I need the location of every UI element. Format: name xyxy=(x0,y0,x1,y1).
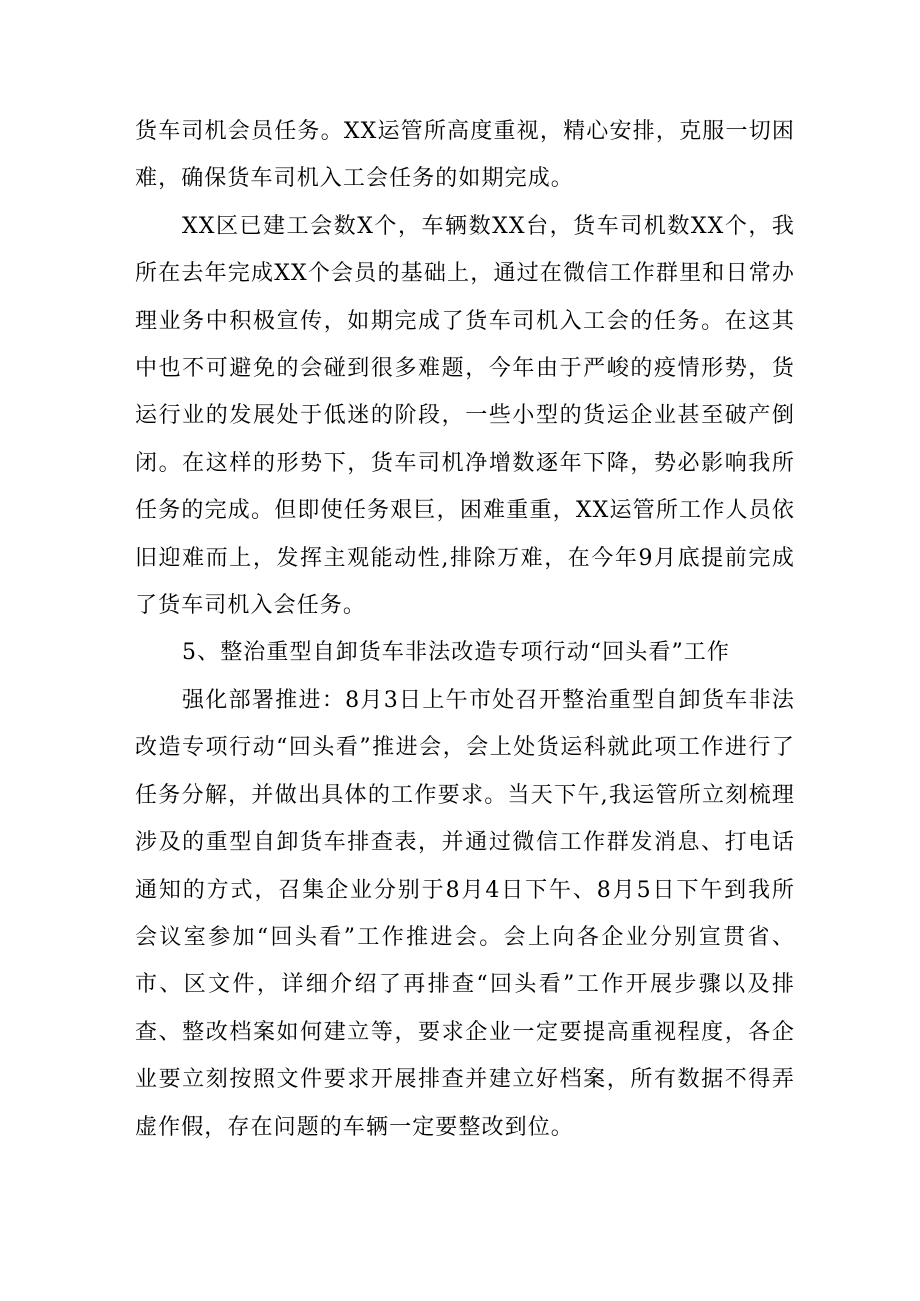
document-body xyxy=(135,108,795,1151)
section-heading: 5、整治重型自卸货车非法改造专项行动“回头看”工作 xyxy=(182,640,730,666)
paragraph-union-statistics: XX区已建工会数X个，车辆数XX台，货车司机数XX个，我所在去年完成XX个会员的基础上，通过在微信工作群里和日常办理业务中积极宣传，如期完成了货车司机入工会的任务。在这其中也不可避免的会碰到很多难题，今年由于严峻的疫情形势，货运行业的发展处于低迷的阶段，一些小型的货运企业甚至破产倒闭。在这样的形势下，货车司机净增数逐年下降，势必影响我所任务的完成。但即使任务艰巨，困难重重，XX运管所工作人员依旧迎难而上，发挥主观能动性,排除万难，在今年9月底提前完成了货车司机入会任务。 xyxy=(135,213,795,619)
paragraph-deployment: 强化部署推进：8月3日上午市处召开整治重型自卸货车非法改造专项行动“回头看”推进会，会上处货运科就此项工作进行了任务分解，并做出具体的工作要求。当天下午,我运管所立刻梳理涉及的重型自卸货车排查表，并通过微信工作群发消息、打电话通知的方式，召集企业分别于8月4日下午、8月5日下午到我所会议室参加“回头看”工作推进会。会上向各企业分别宣贯省、市、区文件，详细介绍了再排查“回头看”工作开展步骤以及排查、整改档案如何建立等，要求企业一定要提高重视程度，各企业要立刻按照文件要求开展排查并建立好档案，所有数据不得弄虚作假，存在问题的车辆一定要整改到位。 xyxy=(135,687,795,1140)
paragraph-continuation: 货车司机会员任务。XX运管所高度重视，精心安排，克服一切困难，确保货车司机入工会任务的如期完成。 xyxy=(135,119,795,192)
